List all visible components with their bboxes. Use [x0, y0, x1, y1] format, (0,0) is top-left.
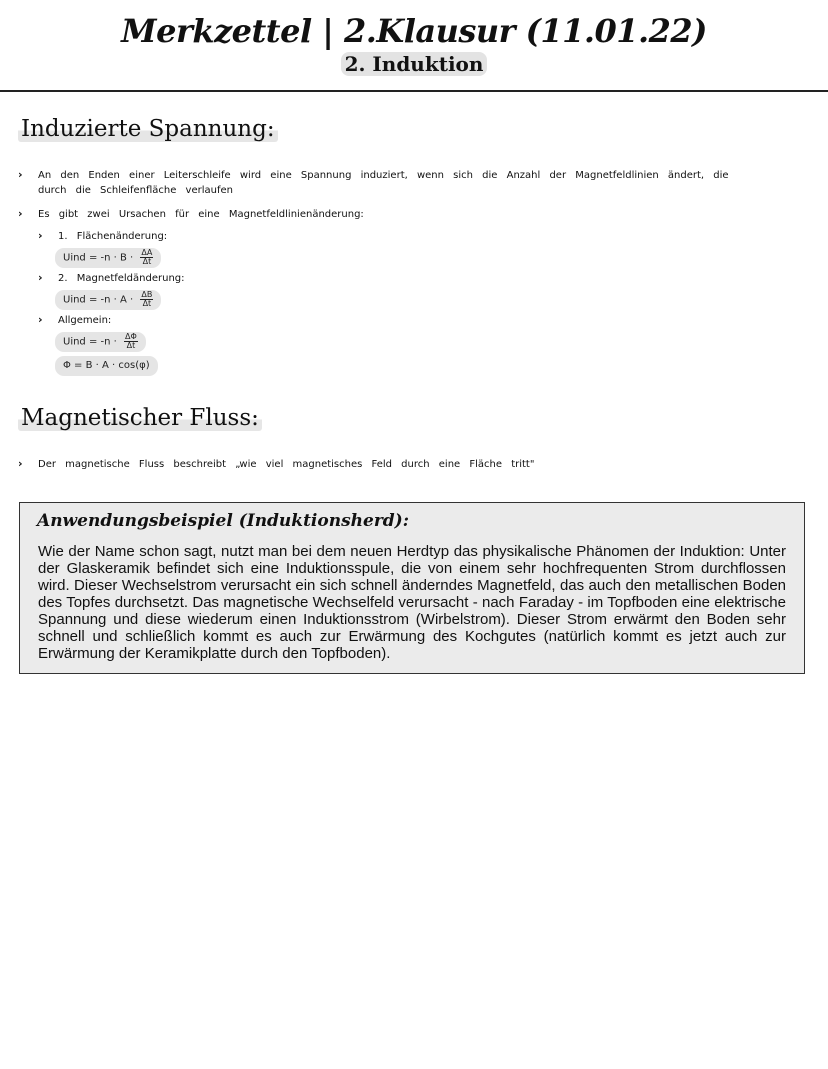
bullet-arrow-icon: › [18, 457, 23, 470]
bullet-arrow-icon: › [38, 271, 43, 284]
subtitle-wrapper [0, 52, 828, 76]
formula-text: Uind = -n · [63, 336, 117, 348]
bullet-arrow-icon: › [38, 229, 43, 242]
fraction-denominator: Δt [142, 299, 152, 308]
example-box-text: Wie der Name schon sagt, nutzt man bei dem neuen Herdtyp das physikalische Phänomen der Induktion: Unter der Glaskeramik befindet sich eine Induktionsspule, die von einem sehr hochfrequenten Strom durchflossen wird. Dieser Wechselstrom verursacht ein sich schnell änderndes Magnetfeld, das auch den metallischen Boden des Topfes durchsetzt. Das magnetische Wechselfeld verursacht - nach Faraday - im Topfboden eine elektrische Spannung und diese wiederum einen Induktionsstrom (Wirbelstrom). Dieser Strom erwärmt den Boden sehr schnell und schließlich kommt es auch zur Erwärmung des Kochgutes (natürlich kommt es jetzt auch zur Erwärmung der Keramikplatte durch den Topfboden). [38, 543, 786, 662]
fraction [124, 333, 138, 350]
bullet-arrow-icon: › [18, 168, 23, 181]
fraction-numerator: ΔB [141, 290, 153, 299]
fraction [140, 291, 153, 308]
note-text: durch die Schleifenfläche verlaufen [38, 185, 233, 196]
note-text: 2. Magnetfeldänderung: [58, 273, 185, 284]
note-text: Allgemein: [58, 315, 112, 326]
formula-text: Uind = -n · A · [63, 294, 134, 306]
example-box-title: Anwendungsbeispiel (Induktionsherd): [37, 511, 409, 531]
page-title: Merkzettel | 2.Klausur (11.01.22) [121, 12, 707, 50]
bullet-arrow-icon: › [38, 313, 43, 326]
note-text: 1. Flächenänderung: [58, 231, 168, 242]
fraction [140, 249, 153, 266]
formula-text: Uind = -n · B · [63, 252, 134, 264]
page-subtitle: 2. Induktion [341, 52, 488, 76]
fraction-denominator: Δt [142, 257, 152, 266]
formula-magnetfeldaenderung [55, 290, 161, 310]
bullet-arrow-icon: › [18, 207, 23, 220]
note-line [38, 168, 818, 198]
fraction-numerator: ΔΦ [125, 332, 137, 341]
note-text: Es gibt zwei Ursachen für eine Magnetfeldlinienänderung: [38, 209, 364, 220]
note-text: Der magnetische Fluss beschreibt „wie viel magnetisches Feld durch eine Fläche tritt" [38, 459, 535, 470]
section-heading-magnetischer-fluss: Magnetischer Fluss: [18, 405, 262, 431]
formula-magnetic-flux: Φ = B · A · cos(φ) [55, 356, 158, 376]
fraction-denominator: Δt [126, 341, 136, 350]
formula-allgemein [55, 332, 146, 352]
formula-flaechenaenderung [55, 248, 161, 268]
page-header [0, 0, 828, 92]
fraction-numerator: ΔA [141, 248, 153, 257]
note-text: An den Enden einer Leiterschleife wird eine Spannung induziert, wenn sich die Anzahl der Magnetfeldlinien ändert, die [38, 170, 729, 181]
example-box [19, 502, 805, 674]
section-heading-induzierte-spannung: Induzierte Spannung: [18, 116, 278, 142]
